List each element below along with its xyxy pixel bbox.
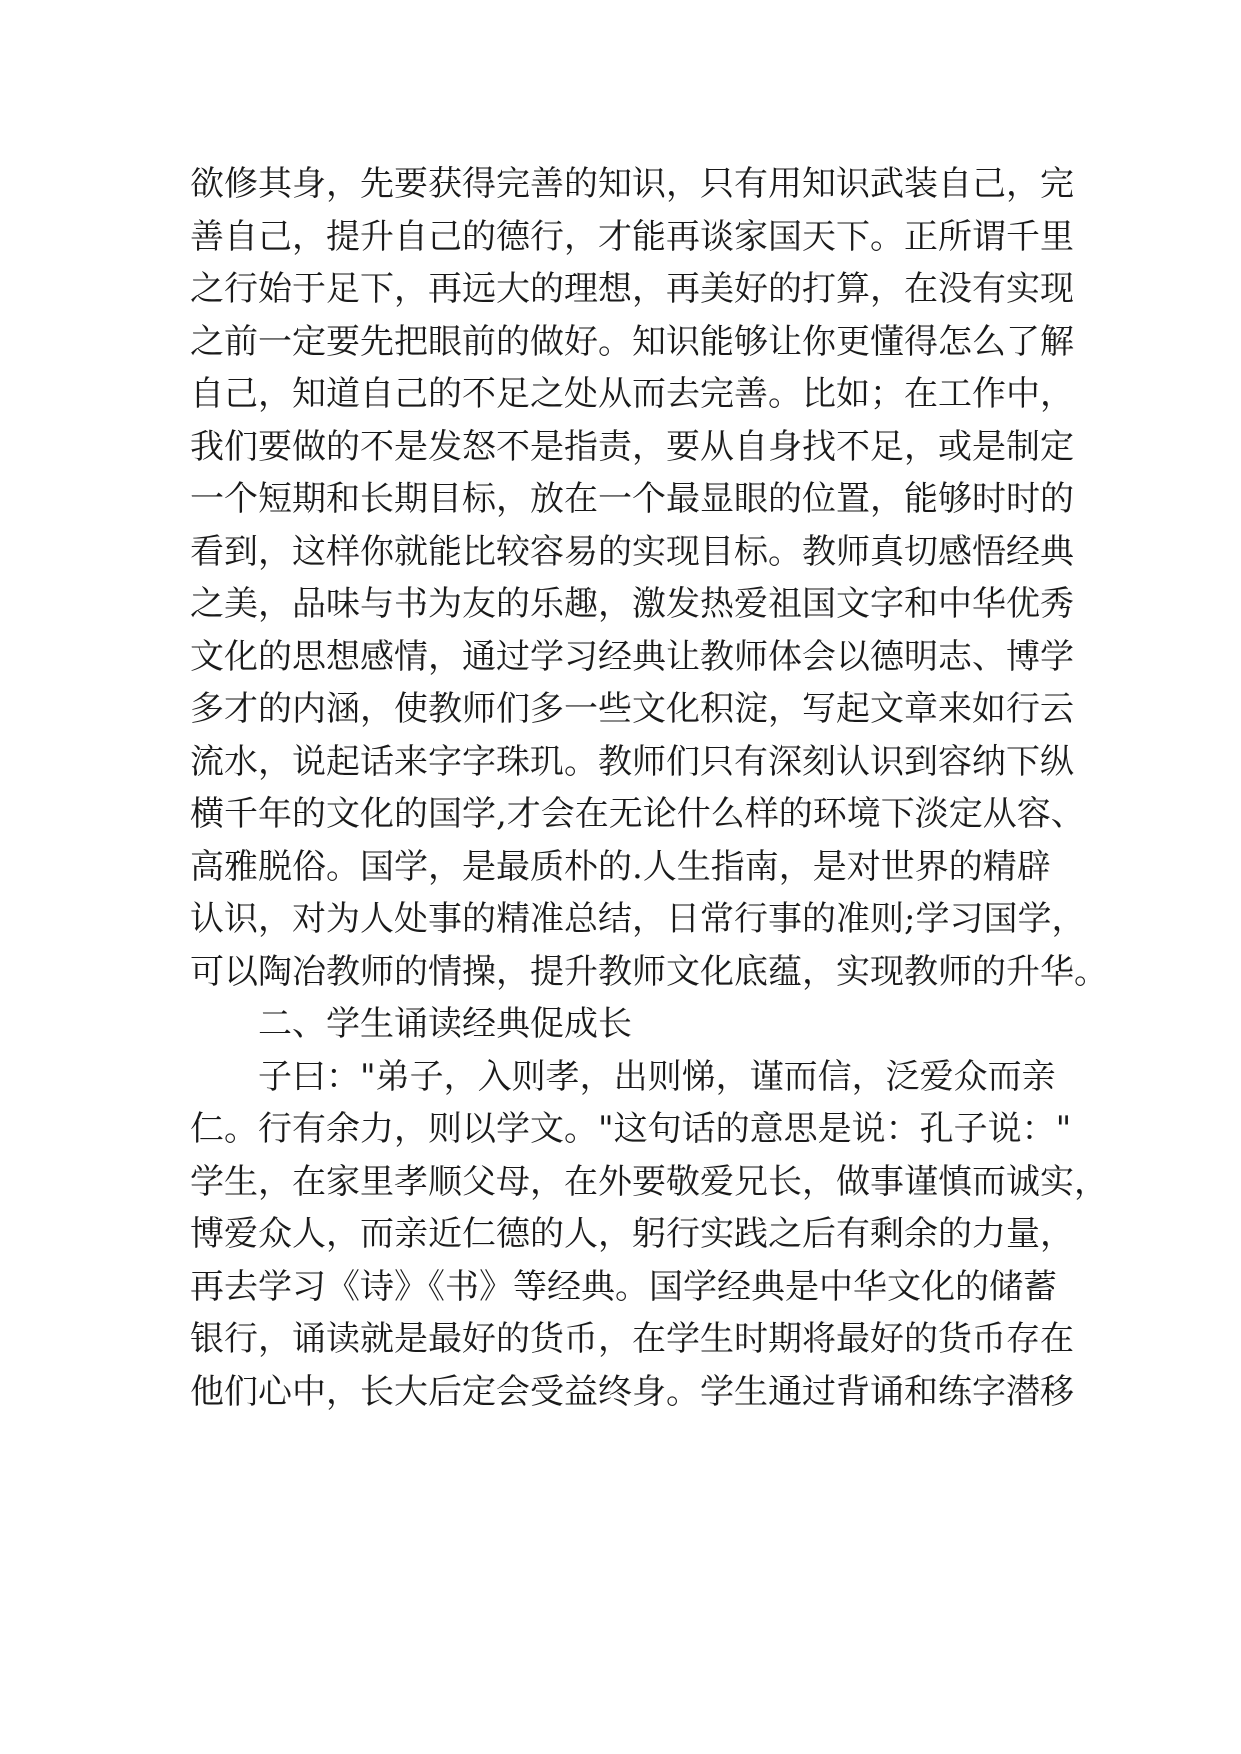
text-line: 多才的内涵，使教师们多一些文化积淀，写起文章来如行云: [190, 689, 1074, 729]
text-line: 高雅脱俗。国学，是最质朴的.人生指南，是对世界的精辟: [190, 846, 1051, 887]
text-line: 之前一定要先把眼前的做好。知识能够让你更懂得怎么了解: [190, 321, 1074, 362]
text-line: 自己，知道自己的不足之处从而去完善。比如；在工作中，: [190, 374, 1074, 414]
text-line: 银行，诵读就是最好的货币，在学生时期将最好的货币存在: [190, 1319, 1074, 1359]
text-line: 子曰："弟子，入则孝，出则悌，谨而信，泛爱众而亲: [258, 1056, 1056, 1097]
text-line: 文化的思想感情，通过学习经典让教师体会以德明志、博学: [190, 636, 1074, 677]
text-line: 仁。行有余力，则以学文。"这句话的意思是说：孔子说：": [190, 1109, 1072, 1149]
text-line: 我们要做的不是发怒不是指责，要从自身找不足，或是制定: [190, 426, 1074, 467]
section-heading: 二、学生诵读经典促成长: [258, 1004, 632, 1044]
text-line: 善自己，提升自己的德行，才能再谈家国天下。正所谓千里: [190, 216, 1074, 257]
text-line: 他们心中，长大后定会受益终身。学生通过背诵和练字潜移: [190, 1371, 1074, 1412]
text-line: 再去学习《诗》《书》等经典。国学经典是中华文化的储蓄: [190, 1266, 1057, 1307]
text-line: 欲修其身，先要获得完善的知识，只有用知识武装自己，完: [190, 164, 1074, 204]
text-line: 可以陶冶教师的情操，提升教师文化底蕴，实现教师的升华。: [190, 951, 1108, 992]
text-line: 一个短期和长期目标，放在一个最显眼的位置，能够时时的: [190, 479, 1074, 519]
text-line: 之美，品味与书为友的乐趣，激发热爱祖国文字和中华优秀: [190, 584, 1074, 624]
text-line: 认识，对为人处事的精准总结，日常行事的准则;学习国学，: [190, 899, 1086, 939]
text-line: 看到，这样你就能比较容易的实现目标。教师真切感悟经典: [190, 531, 1074, 572]
text-line: 之行始于足下，再远大的理想，再美好的打算，在没有实现: [190, 269, 1074, 309]
document-body: [190, 158, 1108, 1418]
text-line: 学生，在家里孝顺父母，在外要敬爱兄长，做事谨慎而诚实，: [190, 1161, 1108, 1202]
text-line: 横千年的文化的国学,才会在无论什么样的环境下淡定从容、: [190, 794, 1085, 834]
text-line: 流水，说起话来字字珠玑。教师们只有深刻认识到容纳下纵: [190, 741, 1074, 782]
text-line: 博爱众人，而亲近仁德的人，躬行实践之后有剩余的力量，: [190, 1214, 1074, 1254]
